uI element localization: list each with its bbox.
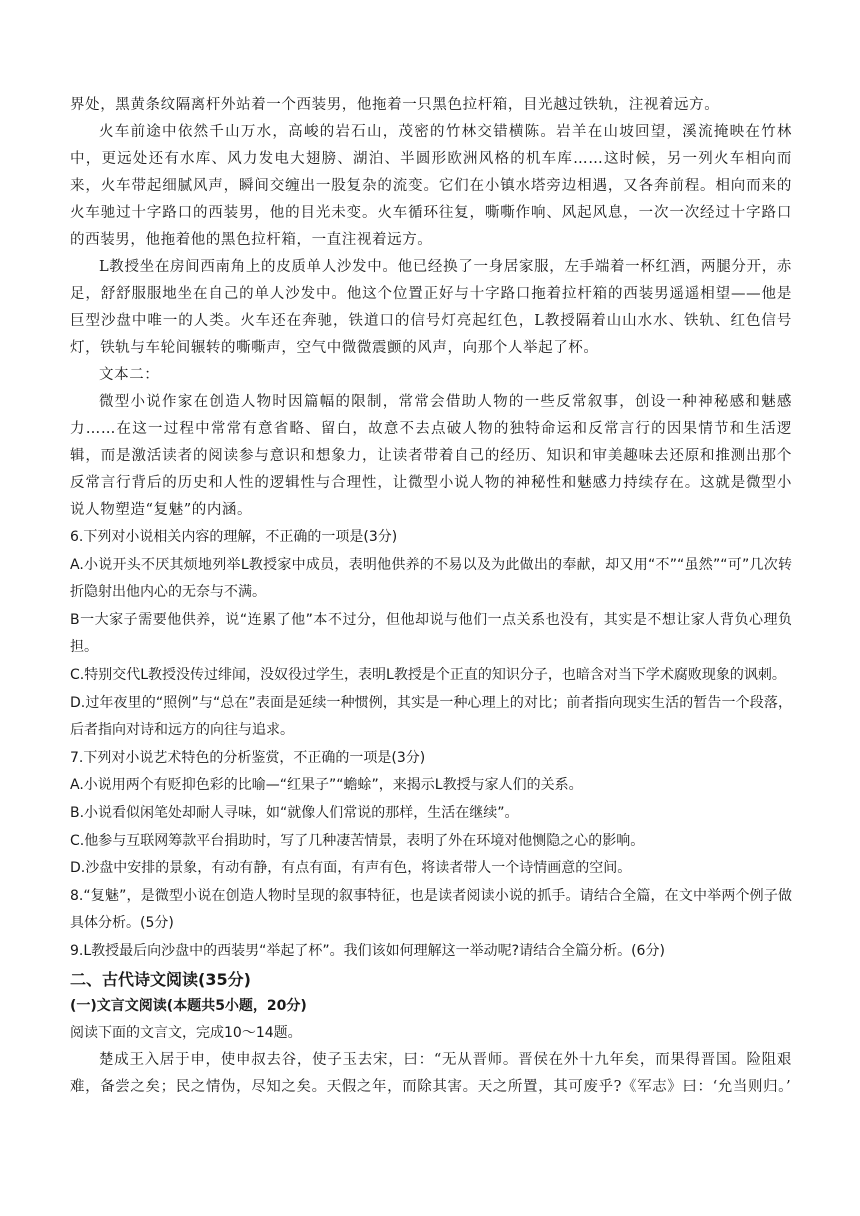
question-6-option-c: C.特别交代L教授没传过绯闻，没奴役过学生，表明L教授是个正直的知识分子，也暗含对当下学术腐败现象的讽刺。	[70, 666, 786, 683]
story-paragraph: 火车前途中依然千山万水，高峻的岩石山，茂密的竹林交错横陈。岩羊在山坡回望，溪流掩映在竹林中，更远处还有水库、风力发电大翅膀、湖泊、半圆形欧洲风格的机车库……这时候，另一列火车相向而来，火车带起细腻风声，瞬间交缠出一股复杂的流变。它们在小镇水塔旁边相遇，又各奔前程。相向而来的火车驰过十字路口的西装男，他的目光未变。火车循环往复，嘶嘶作响、风起风息，一次一次经过十字路口的西装男，他拖着他的黑色拉杆箱，一直注视着远方。	[70, 124, 792, 248]
classical-text-paragraph: 楚成王入居于申，使申叔去谷，使子玉去宋，曰：“无从晋师。晋侯在外十九年矣，而果得晋国。险阻艰难，备尝之矣；民之情伪，尽知之矣。天假之年，而除其害。天之所置，其可废乎?《军志》曰：‘允当则归。’	[70, 1051, 792, 1095]
question-7: 7.下列对小说艺术特色的分析鉴赏，不正确的一项是(3分)	[70, 749, 426, 766]
question-6-option-a: A.小说开头不厌其烦地列举L教授家中成员，表明他供养的不易以及为此做出的奉献，却又用“不”“虽然”“可”几次转折隐射出他内心的无奈与不满。	[70, 556, 792, 601]
question-8: 8.“复魅”，是微型小说在创造人物时呈现的叙事特征，也是读者阅读小说的抓手。请结合全篇，在文中举两个例子做具体分析。(5分)	[70, 887, 792, 932]
question-7-option-d: D.沙盘中安排的景象，有动有静，有点有面，有声有色，将读者带人一个诗情画意的空间。	[70, 860, 632, 877]
reading-instruction: 阅读下面的文言文，完成10～14题。	[70, 1024, 302, 1041]
subsection-heading: (一)文言文阅读(本题共5小题，20分)	[70, 997, 307, 1014]
story-paragraph: 界处，黑黄条纹隔离杆外站着一个西装男，他拖着一只黑色拉杆箱，目光越过铁轨，注视着远方。	[70, 97, 720, 113]
text-two-paragraph: 微型小说作家在创造人物时因篇幅的限制，常常会借助人物的一些反常叙事，创设一种神秘感和魅感力……在这一过程中常常有意省略、留白，故意不去点破人物的独特命运和反常言行的因果情节和生活逻辑，而是激活读者的阅读参与意识和想象力，让读者带着自己的经历、知识和审美趣味去还原和推测出那个反常言行背后的历史和人性的逻辑性与合理性，让微型小说人物的神秘性和魅感力持续存在。这就是微型小说人物塑造“复魅”的内涵。	[70, 394, 792, 518]
section-heading: 二、古代诗文阅读(35分)	[70, 969, 251, 989]
question-6-option-d: D.过年夜里的“照例”与“总在”表面是延续一种惯例，其实是一种心理上的对比；前者指向现实生活的暂告一个段落，后者指向对诗和远方的向往与追求。	[70, 694, 792, 739]
text-two-label: 文本二：	[99, 367, 160, 383]
document-page	[70, 92, 792, 1101]
question-7-option-b: B.小说看似闲笔处却耐人寻味，如“就像人们常说的那样，生活在继续”。	[70, 804, 519, 821]
question-6-option-b: B一大家子需要他供养，说“连累了他”本不过分，但他却说与他们一点关系也没有，其实是不想让家人背负心理负担。	[70, 611, 792, 656]
question-7-option-a: A.小说用两个有贬抑色彩的比喻—“红果子”“蟾蜍”，来揭示L教授与家人们的关系。	[70, 777, 583, 794]
story-paragraph: L教授坐在房间西南角上的皮质单人沙发中。他已经换了一身居家服，左手端着一杯红酒，两腿分开，赤足，舒舒服服地坐在自己的单人沙发中。他这个位置正好与十字路口拖着拉杆箱的西装男遥遥相望——他是巨型沙盘中唯一的人类。火车还在奔驰，铁道口的信号灯亮起红色，L教授隔着山山水水、铁轨、红色信号灯，铁轨与车轮间辗转的嘶嘶声，空气中微微震颤的风声，向那个人举起了杯。	[70, 259, 792, 356]
question-7-option-c: C.他参与互联网筹款平台捐助时，写了几种凄苦情景，表明了外在环境对他恻隐之心的影响。	[70, 832, 645, 849]
question-6: 6.下列对小说相关内容的理解，不正确的一项是(3分)	[70, 529, 398, 545]
question-9: 9.L教授最后向沙盘中的西装男“举起了杯”。我们该如何理解这一举动呢?请结合全篇分析。(6分)	[70, 942, 665, 959]
